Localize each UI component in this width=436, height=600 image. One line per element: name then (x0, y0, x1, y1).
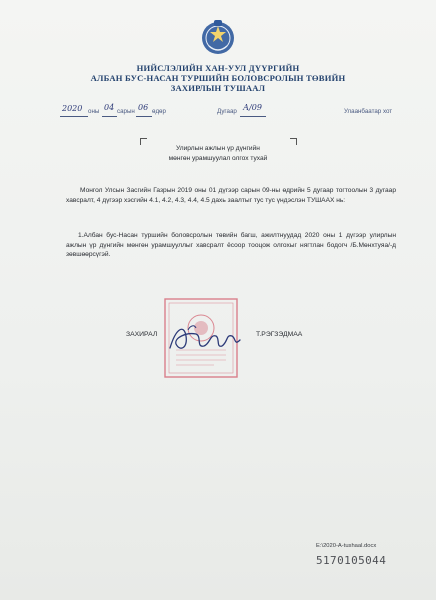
signature-name: Т.РЭГЗЭДМАА (256, 331, 303, 338)
signature-title: ЗАХИРАЛ (126, 331, 158, 338)
subject-line-1: Улирлын ажлын үр дүнгийн (176, 145, 260, 152)
number-handwritten: А/09 (243, 103, 262, 112)
org-line-3: ЗАХИРЛЫН ТУШААЛ (170, 83, 266, 93)
handwritten-signature-icon (166, 318, 244, 358)
month-suffix: сарын (117, 108, 135, 115)
subject-line-2: мөнгөн урамшуулал олгох тухай (168, 155, 268, 162)
day-underline (136, 116, 152, 117)
year-handwritten: 2020 (62, 104, 83, 113)
subject-bracket-right (290, 138, 297, 145)
org-line-2: АЛБАН БУС-НАСАН ТУРШИЙН БОЛОВСРОЛЫН ТӨВИЙН (90, 73, 346, 83)
org-line-1: НИЙСЛЭЛИЙН ХАН-УУЛ ДҮҮРГИЙН (136, 63, 300, 73)
month-handwritten: 04 (104, 103, 115, 112)
body-paragraph-2: 1.Албан бус-Насан туршийн боловсролын төвийн багш, ажилтнуудад 2020 оны 1 дүгээр улирлын ажлын үр дүнгийн мөнгөн урамшууллыг хавсралт ёсоор тооцож олгохыг нягтлан бодогч /Б.Мөнхтуяа/-д зөвшөөрсүгэй. (66, 232, 396, 259)
year-suffix: оны (88, 108, 100, 115)
year-underline (60, 116, 88, 117)
month-underline (102, 116, 117, 117)
city-label: Улаанбаатар хот (344, 108, 393, 115)
state-emblem-icon (201, 20, 235, 58)
body-paragraph-1: Монгол Улсын Засгийн Газрын 2019 оны 01 дүгээр сарын 09-ны өдрийн 5 дугаар тогтоолын 3 дугаар хавсралт, 4 дүгээр хэсгийн 4.1, 4.2, 4.3, 4.4, 4.5 дахь заалтыг тус тус үндэслэн ТУШААХ нь: (66, 187, 396, 204)
document-barcode-number: 5170105044 (316, 554, 387, 567)
file-path: E:\2020-A-tushaal.docx (316, 543, 377, 549)
number-underline (240, 116, 266, 117)
day-handwritten: 06 (138, 103, 149, 112)
number-label: Дугаар (217, 108, 237, 115)
day-suffix: өдөр (152, 108, 166, 115)
subject-bracket-left (140, 138, 147, 145)
